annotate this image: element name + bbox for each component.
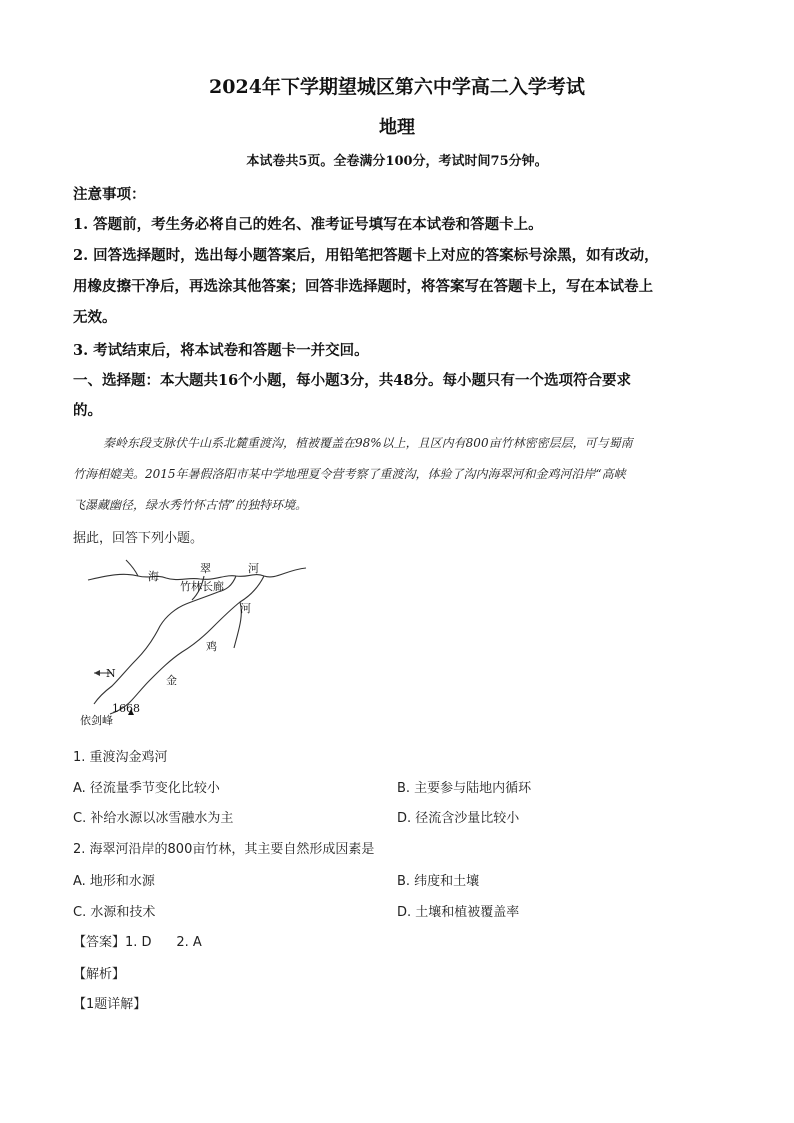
answer-row — [73, 931, 202, 950]
subject-title: 地理 — [379, 117, 415, 138]
instruction-item-2-line-1: 2. 回答选择题时，选出每小题答案后，用铅笔把答题卡上对应的答案标号涂黑，如有改动， — [73, 247, 659, 264]
question-1-option-d[interactable]: D. 径流含沙量比较小 — [397, 811, 520, 826]
map-label-jin: 金 — [166, 674, 177, 687]
answer-label: 【答案】 — [73, 935, 126, 950]
instruction-item-1: 1. 答题前，考生务必将自己的姓名、准考证号填写在本试卷和答题卡上。 — [73, 216, 543, 233]
map-label-north: N — [106, 667, 116, 680]
detail-label: 【1题详解】 — [73, 997, 147, 1012]
passage-line-1: 秦岭东段支脉伏牛山系北麓重渡沟，植被覆盖在98%以上，且区内有800亩竹林密密层层，可与蜀南 — [103, 436, 633, 450]
question-2-stem: 2. 海翠河沿岸的800亩竹林，其主要自然形成因素是 — [73, 842, 375, 857]
passage-line-3: 飞瀑藏幽径，绿水秀竹怀古情”的独特环境。 — [73, 498, 308, 512]
instruction-item-3: 3. 考试结束后，将本试卷和答题卡一并交回。 — [73, 342, 369, 359]
map-label-he-2: 河 — [240, 602, 251, 615]
question-1-option-c[interactable]: C. 补给水源以冰雪融水为主 — [73, 811, 234, 826]
question-1-stem: 1. 重渡沟金鸡河 — [73, 750, 168, 765]
section-heading-line-2: 的。 — [73, 402, 102, 419]
map-label-peak: 依剑峰 — [80, 714, 113, 727]
passage-prompt: 据此，回答下列小题。 — [73, 531, 204, 546]
answer-values: 1. D 2. A — [125, 935, 202, 950]
section-heading-line-1: 一、选择题：本大题共16个小题，每小题3分，共48分。每小题只有一个选项符合要求 — [73, 372, 631, 389]
question-2-option-b[interactable]: B. 纬度和土壤 — [397, 874, 480, 889]
map-label-ji: 鸡 — [206, 640, 217, 653]
map-label-cui: 翠 — [200, 562, 211, 575]
river-map — [80, 552, 316, 728]
question-1-option-b[interactable]: B. 主要参与陆地内循环 — [397, 781, 532, 796]
map-label-he-1: 河 — [248, 562, 259, 575]
exam-title: 2024年下学期望城区第六中学高二入学考试 — [209, 76, 585, 98]
instructions-heading: 注意事项： — [73, 186, 146, 203]
exam-note: 本试卷共5页。全卷满分100分，考试时间75分钟。 — [246, 154, 548, 169]
question-1-option-a[interactable]: A. 径流量季节变化比较小 — [73, 781, 220, 796]
question-2-option-c[interactable]: C. 水源和技术 — [73, 905, 156, 920]
question-2-option-d[interactable]: D. 土壤和植被覆盖率 — [397, 905, 520, 920]
question-2-option-a[interactable]: A. 地形和水源 — [73, 874, 155, 889]
instruction-item-2-line-3: 无效。 — [73, 309, 117, 326]
analysis-label: 【解析】 — [73, 967, 126, 982]
map-label-elevation: 1668 — [112, 702, 140, 715]
instruction-item-2-line-2: 用橡皮擦干净后，再选涂其他答案；回答非选择题时，将答案写在答题卡上，写在本试卷上 — [73, 278, 653, 295]
map-label-hai: 海 — [148, 570, 159, 583]
map-label-bamboo-corridor: 竹林长廊 — [180, 580, 224, 593]
passage-line-2: 竹海相媲美。2015年暑假洛阳市某中学地理夏令营考察了重渡沟，体验了沟内海翠河和金鸡河沿岸“高峡 — [73, 467, 626, 481]
